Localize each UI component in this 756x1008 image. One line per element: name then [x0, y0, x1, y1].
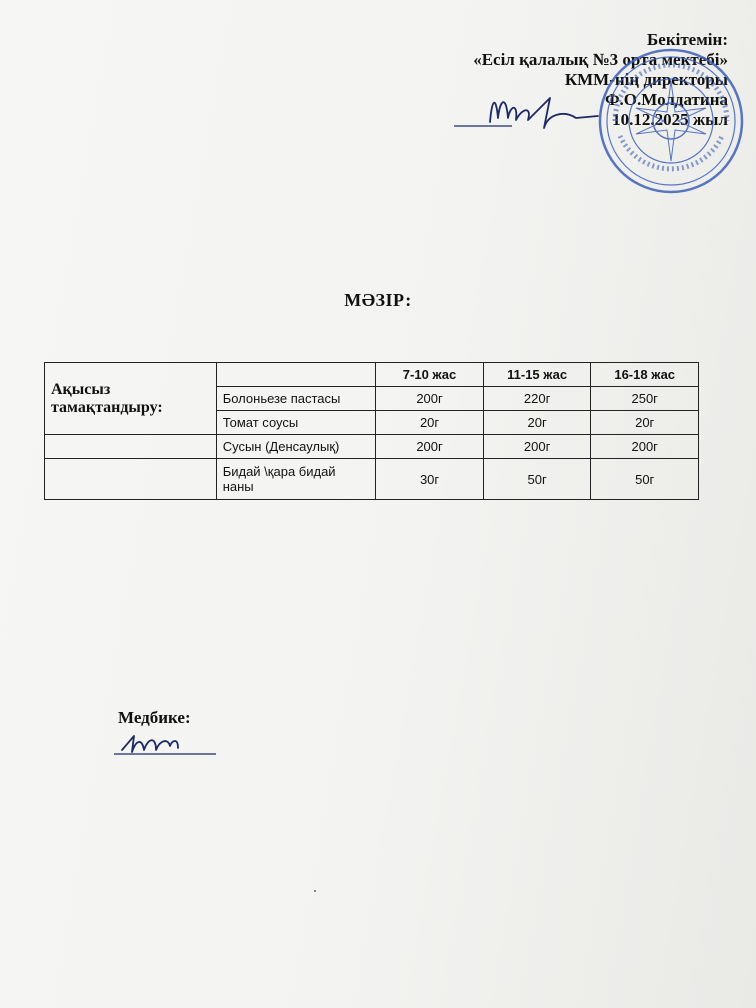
portion-11-15: 20г — [483, 411, 591, 435]
empty-header-cell — [216, 363, 376, 387]
menu-table — [44, 362, 699, 500]
round-seal-icon — [596, 46, 746, 196]
menu-lead-cell: Ақысыз тамақтандыру: — [45, 363, 217, 435]
portion-16-18: 200г — [591, 435, 699, 459]
age-header-2: 11-15 жас — [483, 363, 591, 387]
portion-7-10: 200г — [376, 387, 484, 411]
director-name: Ф.О.Молдатина — [604, 90, 728, 109]
director-signature-icon — [452, 88, 602, 136]
portion-11-15: 200г — [483, 435, 591, 459]
portion-16-18: 50г — [591, 459, 699, 500]
portion-11-15: 220г — [483, 387, 591, 411]
menu-row — [45, 435, 699, 459]
portion-7-10: 200г — [376, 435, 484, 459]
portion-7-10: 20г — [376, 411, 484, 435]
approval-title: Бекітемін: — [647, 30, 728, 49]
portion-7-10: 30г — [376, 459, 484, 500]
portion-16-18: 20г — [591, 411, 699, 435]
school-name: «Есіл қалалық №3 орта мектебі» — [473, 50, 728, 69]
approval-date: 10.12.2025 жыл — [612, 110, 728, 129]
portion-16-18: 250г — [591, 387, 699, 411]
dish-name: Бидай \қара бидай наны — [216, 459, 376, 500]
nurse-signature-icon — [112, 728, 216, 764]
menu-row — [45, 459, 699, 500]
portion-11-15: 50г — [483, 459, 591, 500]
dish-name: Томат соусы — [216, 411, 376, 435]
dish-name: Сусын (Денсаулық) — [216, 435, 376, 459]
dish-name: Болоньезе пастасы — [216, 387, 376, 411]
age-header-1: 7-10 жас — [376, 363, 484, 387]
empty-lead-cell — [45, 459, 217, 500]
menu-header-row — [45, 363, 699, 387]
director-position: КММ-нің директоры — [564, 70, 728, 89]
age-header-3: 16-18 жас — [591, 363, 699, 387]
empty-lead-cell — [45, 435, 217, 459]
page-title: МӘЗІР: — [344, 290, 412, 310]
paper-speck — [314, 890, 316, 892]
nurse-label: Медбике: — [118, 708, 191, 727]
